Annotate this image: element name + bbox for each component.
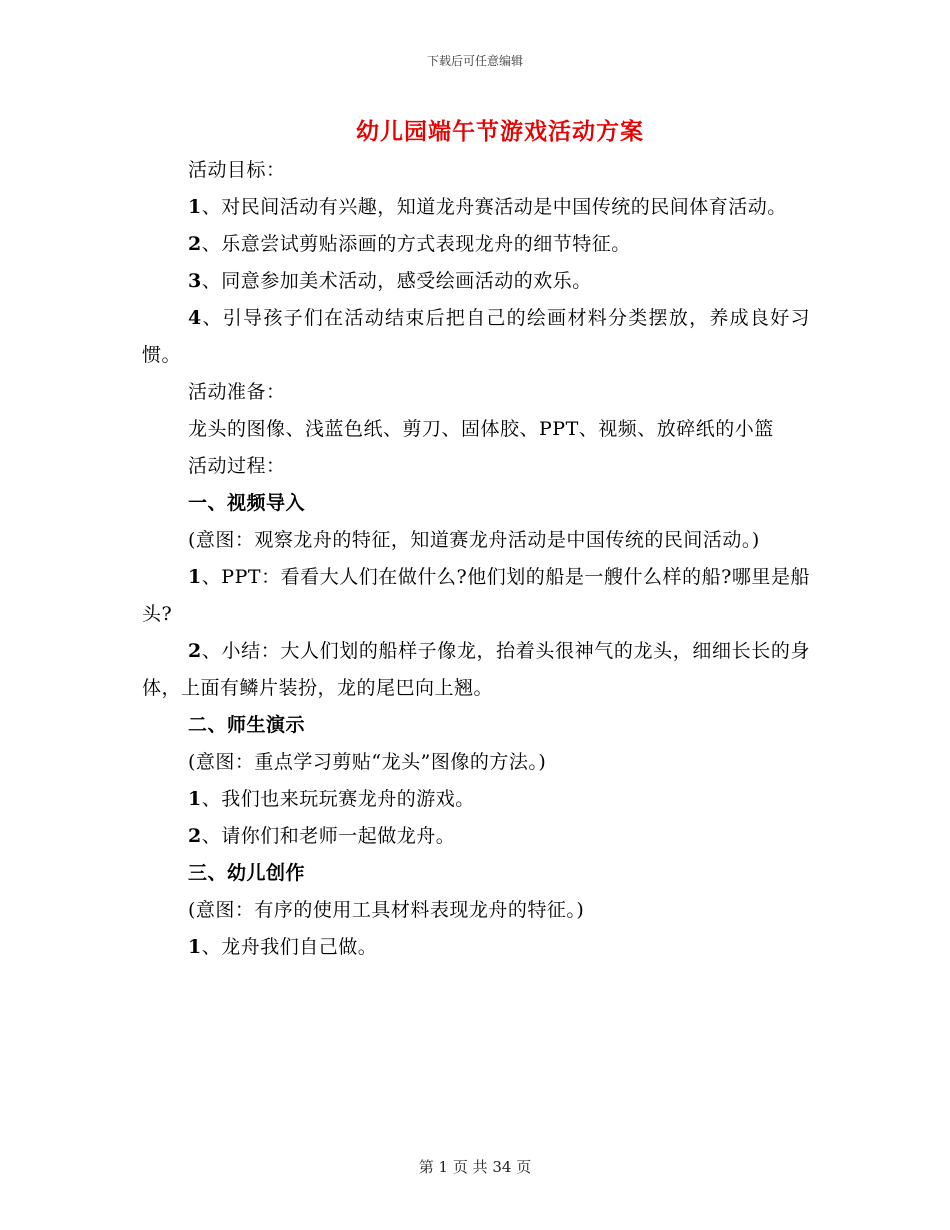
prep-heading: 活动准备： (188, 381, 286, 403)
section-3-heading: 三、幼儿创作 (188, 862, 306, 884)
goal-item-1-number: 1 (188, 196, 202, 218)
document-body (142, 152, 810, 966)
goal-item-4-number: 4 (188, 307, 202, 329)
section-2-item-2 (142, 818, 810, 855)
section-1-intent: (意图：观察龙舟的特征，知道赛龙舟活动是中国传统的民间活动。) (188, 529, 760, 551)
page-footer: 第 1 页 共 34 页 (418, 1158, 532, 1176)
goals-heading: 活动目标： (188, 159, 286, 181)
section-1-item-2-number: 2 (188, 640, 202, 662)
section-3-item-1 (142, 929, 810, 966)
goal-item-2 (142, 226, 810, 263)
goal-item-3-text: 、同意参加美术活动，感受绘画活动的欢乐。 (201, 270, 592, 292)
section-2-item-1-number: 1 (188, 788, 202, 810)
section-1-item-1 (142, 559, 810, 633)
section-1-heading: 一、视频导入 (188, 492, 306, 514)
goal-item-4-text: 、引导孩子们在活动结束后把自己的绘画材料分类摆放，养成良好习惯。 (142, 307, 810, 366)
section-1-item-1-number: 1 (188, 566, 202, 588)
section-2-item-1 (142, 781, 810, 818)
document-title: 幼儿园端午节游戏活动方案 (356, 118, 644, 145)
goal-item-3 (142, 263, 810, 300)
header-note: 下载后可任意编辑 (426, 54, 523, 68)
section-3-item-1-text: 、龙舟我们自己做。 (201, 936, 378, 958)
section-3-item-1-number: 1 (188, 936, 202, 958)
section-2-intent: (意图：重点学习剪贴“龙头”图像的方法。) (188, 751, 547, 773)
prep-text: 龙头的图像、浅蓝色纸、剪刀、固体胶、PPT、视频、放碎纸的小篮 (188, 418, 774, 440)
goal-item-4 (142, 300, 810, 374)
goal-item-2-number: 2 (188, 233, 202, 255)
section-2-item-2-number: 2 (188, 825, 202, 847)
section-1-item-2-text: 、小结：大人们划的船样子像龙，抬着头很神气的龙头，细细长长的身体，上面有鳞片装扮，龙的尾巴向上翘。 (142, 640, 810, 699)
section-1-item-1-text: 、PPT：看看大人们在做什么?他们划的船是一艘什么样的船?哪里是船头? (142, 566, 810, 625)
process-heading: 活动过程： (188, 455, 286, 477)
section-3-intent: (意图：有序的使用工具材料表现龙舟的特征。) (188, 899, 585, 921)
goal-item-2-text: 、乐意尝试剪贴添画的方式表现龙舟的细节特征。 (201, 233, 631, 255)
goal-item-1 (142, 189, 810, 226)
section-2-item-2-text: 、请你们和老师一起做龙舟。 (201, 825, 456, 847)
section-2-heading: 二、师生演示 (188, 714, 306, 736)
goal-item-1-text: 、对民间活动有兴趣，知道龙舟赛活动是中国传统的民间体育活动。 (201, 196, 787, 218)
section-2-item-1-text: 、我们也来玩玩赛龙舟的游戏。 (201, 788, 475, 810)
section-1-item-2 (142, 633, 810, 707)
goal-item-3-number: 3 (188, 270, 202, 292)
